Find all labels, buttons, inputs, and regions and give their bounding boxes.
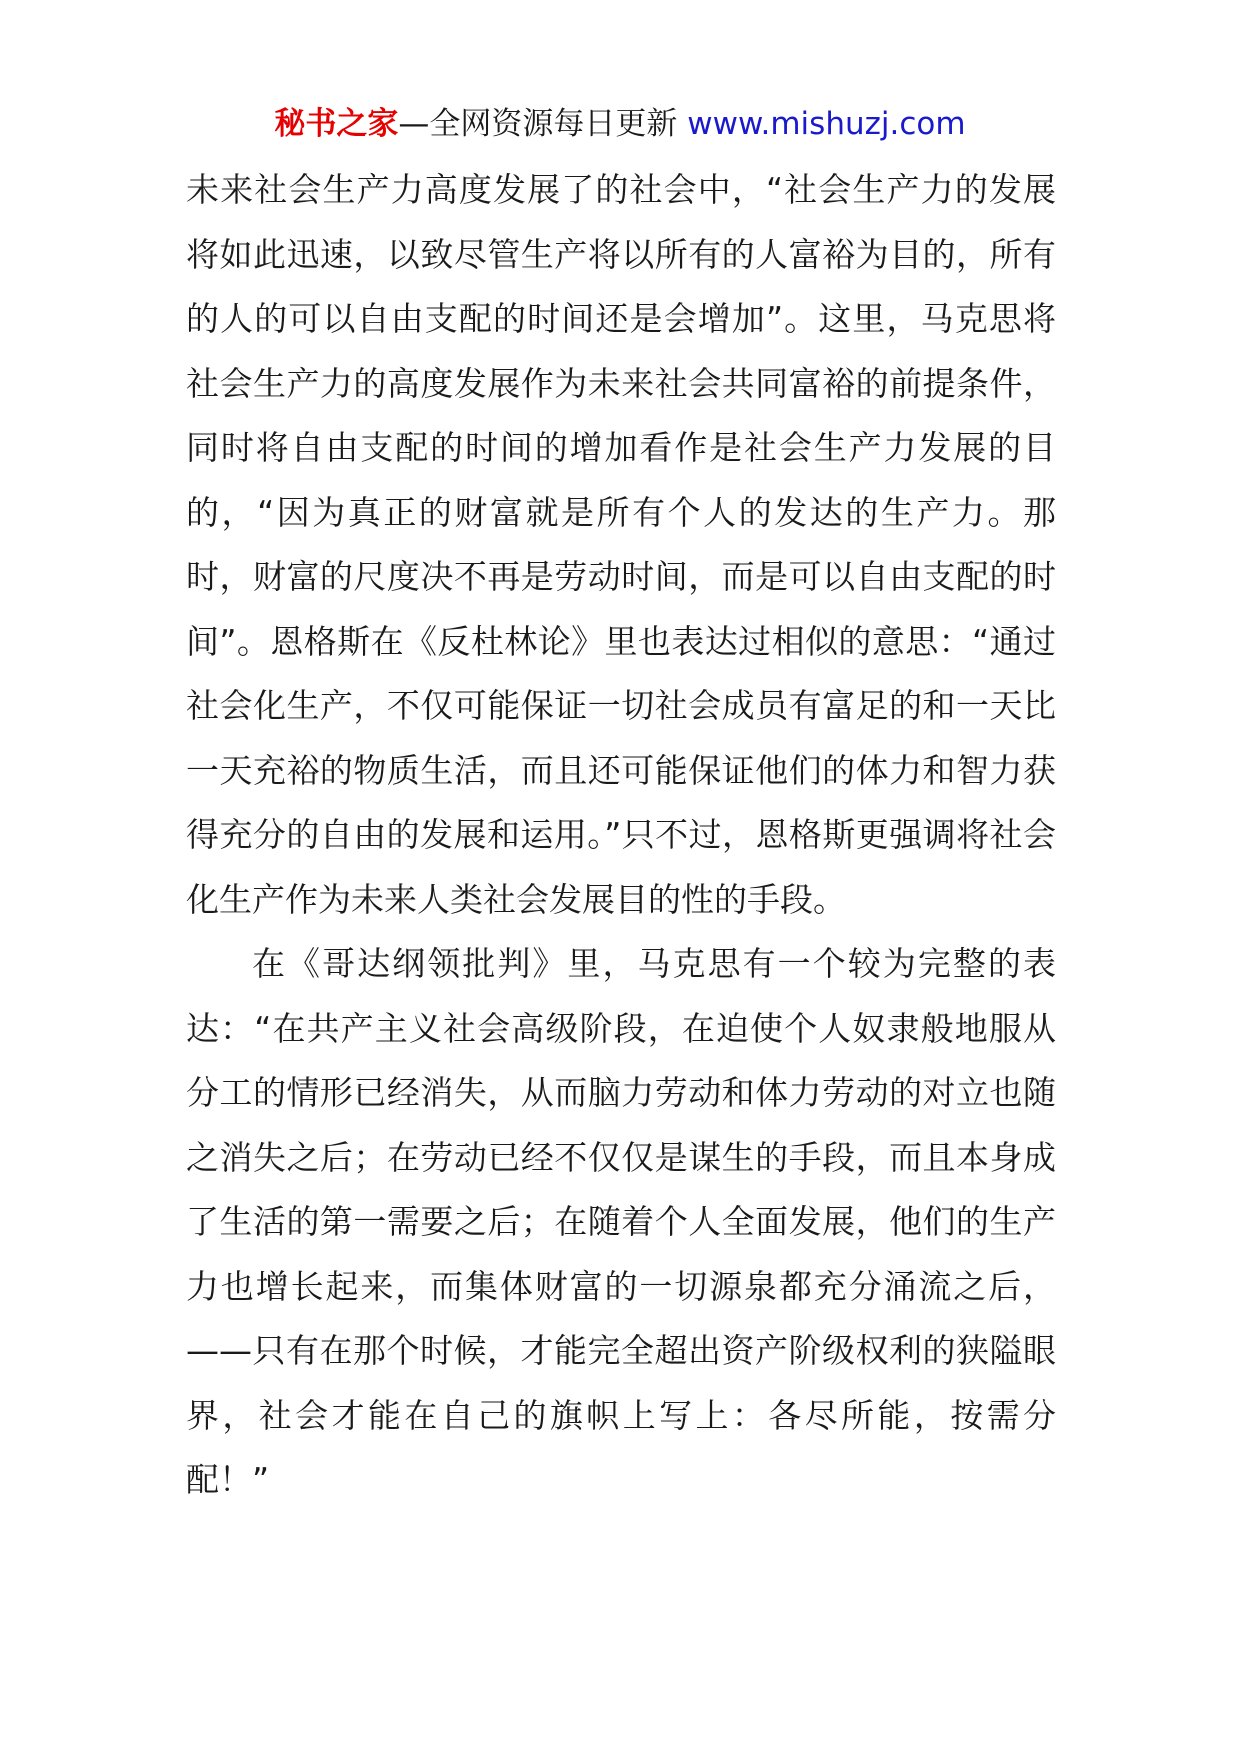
header-tagline: —全网资源每日更新 [398, 106, 678, 142]
brand-name: 秘书之家 [274, 106, 399, 142]
document-body [186, 158, 1056, 1513]
paragraph-2: 在《哥达纲领批判》里，马克思有一个较为完整的表达：“在共产主义社会高级阶段，在迫使个人奴隶般地服从分工的情形已经消失，从而脑力劳动和体力劳动的对立也随之消失之后；在劳动已经不仅仅是谋生的手段，而且本身成了生活的第一需要之后；在随着个人全面发展，他们的生产力也增长起来，而集体财富的一切源泉都充分涌流之后，——只有在那个时候，才能完全超出资产阶级权利的狭隘眼界，社会才能在自己的旗帜上写上：各尽所能，按需分配！” [186, 944, 1056, 1499]
website-link[interactable]: www.mishuzj.com [687, 106, 966, 142]
paragraph-1: 未来社会生产力高度发展了的社会中，“社会生产力的发展将如此迅速，以致尽管生产将以所有的人富裕为目的，所有的人的可以自由支配的时间还是会增加”。这里，马克思将社会生产力的高度发展作为未来社会共同富裕的前提条件，同时将自由支配的时间的增加看作是社会生产力发展的目的，“因为真正的财富就是所有个人的发达的生产力。那时，财富的尺度决不再是劳动时间，而是可以自由支配的时间”。恩格斯在《反杜林论》里也表达过相似的意思：“通过社会化生产，不仅可能保证一切社会成员有富足的和一天比一天充裕的物质生活，而且还可能保证他们的体力和智力获得充分的自由的发展和运用。”只不过，恩格斯更强调将社会化生产作为未来人类社会发展目的性的手段。 [186, 170, 1056, 919]
page-header [0, 102, 1240, 146]
